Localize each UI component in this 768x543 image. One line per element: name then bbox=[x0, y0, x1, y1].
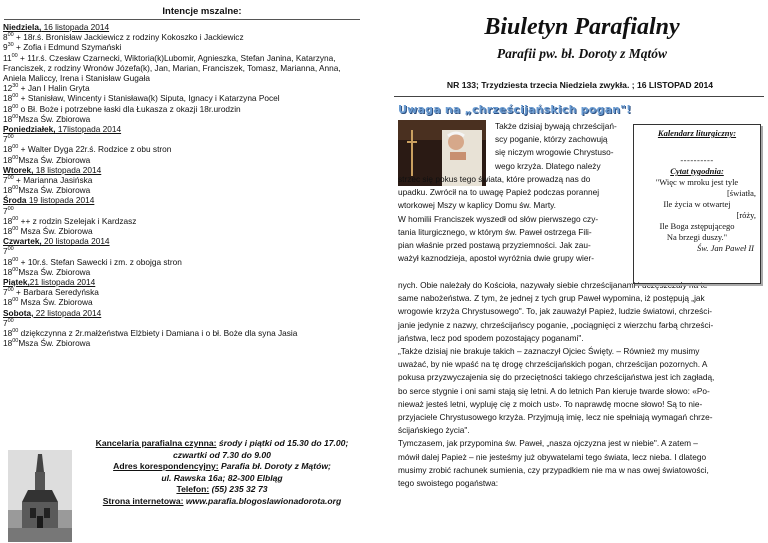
intention-hour: 18 bbox=[3, 338, 13, 349]
intention-item bbox=[3, 318, 362, 328]
article-line: scy poganie, którzy zachowują bbox=[495, 134, 608, 145]
intention-text: Msza Św. Zbiorowa bbox=[18, 266, 91, 277]
website-label: Strona internetowa: bbox=[102, 495, 184, 506]
phone-label: Telefon: bbox=[176, 484, 210, 495]
intention-item bbox=[3, 206, 362, 216]
article-line: pian właśnie przed postawą przyziemności. Jak zau- bbox=[398, 240, 591, 251]
quote-line: "Więc w mroku jest tyle bbox=[655, 177, 739, 187]
intention-hour: 7 bbox=[3, 317, 8, 328]
article-line: się niczym wrogowie Chrystuso- bbox=[495, 147, 614, 158]
day-name: Środa bbox=[3, 195, 27, 206]
intention-minutes: 00 bbox=[12, 154, 19, 161]
intention-hour: 8 bbox=[3, 32, 8, 43]
website-link[interactable]: www.parafia.blogoslawionadorota.org bbox=[183, 495, 342, 506]
intention-minutes: 30 bbox=[7, 42, 14, 49]
article-headline: Uwaga na „chrześcijańskich pogan"! bbox=[398, 103, 632, 116]
intention-text: Msza Św. Zbiorowa bbox=[18, 154, 91, 165]
article-line: tego swoistego pogaństwa: bbox=[398, 478, 499, 489]
intention-text: + Zofia i Edmund Szymański bbox=[13, 42, 122, 53]
intention-hour: 7 bbox=[3, 175, 8, 186]
church-illustration bbox=[8, 450, 72, 542]
intention-minutes: 00 bbox=[12, 144, 19, 151]
intention-hour: 7 bbox=[3, 134, 8, 145]
office-hours-thursday: czwartki od 7.30 do 9.00 bbox=[173, 449, 271, 460]
article-line: strzec się pokus tego świata, które prowadzą nas do bbox=[398, 174, 591, 184]
bulletin-right-column bbox=[392, 6, 764, 536]
intention-hour: 18 bbox=[3, 266, 13, 277]
day-heading bbox=[3, 277, 362, 287]
article-middle bbox=[398, 173, 632, 265]
article-line: bo serce stygnie i oni sami stają się letni. A do letnich Pan kieruje twarde słowo: «Po- bbox=[398, 385, 710, 396]
quote-text bbox=[638, 177, 756, 243]
intention-item bbox=[3, 328, 362, 338]
quote-author: Św. Jan Paweł II bbox=[697, 243, 754, 253]
intention-hour: 18 bbox=[3, 103, 13, 114]
intention-minutes: 00 bbox=[7, 134, 14, 141]
intention-text: Msza Św. Zbiorowa bbox=[18, 185, 91, 196]
quote-line: [światła, bbox=[726, 188, 756, 198]
day-date: 16 listopada 2014 bbox=[41, 22, 110, 32]
day-date: 18 listopada 2014 bbox=[33, 164, 102, 175]
address-name: Parafia bł. Doroty z Mątów; bbox=[218, 461, 331, 472]
intention-hour: 18 bbox=[3, 154, 13, 165]
intention-minutes: 00 bbox=[12, 185, 19, 192]
intention-hour: 11 bbox=[3, 52, 12, 63]
intention-item bbox=[3, 246, 362, 256]
intention-minutes: 00 bbox=[11, 52, 18, 59]
intention-text: + Barbara Seredyńska bbox=[13, 287, 99, 298]
day-heading bbox=[3, 165, 362, 175]
intention-text: o Bł. Boże i potrzebne łaski dla Łukasza z okazji 18r.urodzin bbox=[18, 103, 241, 114]
article-line: wtorkowej Mszy w kaplicy Domu św. Marty. bbox=[398, 200, 556, 211]
intention-minutes: 00 bbox=[7, 287, 14, 294]
intention-text: + Marianna Jasińska bbox=[13, 175, 93, 186]
intention-minutes: 00 bbox=[12, 338, 19, 345]
intention-item bbox=[3, 257, 362, 267]
intention-item bbox=[3, 144, 362, 154]
day-name: Sobota, bbox=[3, 307, 34, 318]
office-hours-label: Kancelaria parafialna czynna: bbox=[95, 438, 217, 448]
intention-minutes: 00 bbox=[12, 297, 19, 304]
bulletin-subtitle: Parafii pw. bł. Doroty z Mątów bbox=[496, 46, 668, 61]
article-line: nieważ jesteś letni, wypluję cię z moich ust». To naprawdę mocne słowo! Są to nie- bbox=[398, 398, 703, 409]
phone-number: (55) 235 32 73 bbox=[209, 484, 268, 495]
intention-text: dziękczynna z 2r.małżeństwa Elżbiety i Damiana i o bł. Boże dla syna Jasia bbox=[18, 328, 298, 339]
intention-item bbox=[3, 287, 362, 297]
intention-item bbox=[3, 216, 362, 226]
intention-minutes: 00 bbox=[7, 318, 14, 325]
article-line: mówił dalej Papież – nie jesteśmy już obywatelami tego świata, lecz nieba. I dlatego bbox=[398, 451, 707, 462]
intention-text: ++ z rodzin Szelejak i Kardzasz bbox=[18, 215, 137, 226]
article-intro bbox=[495, 120, 631, 173]
article-line: Także dzisiaj bywają chrześcijań- bbox=[495, 121, 617, 131]
intention-minutes: 00 bbox=[12, 216, 19, 223]
intention-hour: 18 bbox=[3, 93, 13, 104]
intention-item bbox=[3, 155, 362, 165]
article-line: ścijańskiego życia". bbox=[398, 425, 470, 436]
intention-text: Msza Św. Zbiorowa bbox=[18, 226, 93, 237]
intention-hour: 18 bbox=[3, 215, 13, 226]
day-heading bbox=[3, 22, 362, 32]
article-body bbox=[398, 279, 762, 490]
intention-item bbox=[3, 338, 362, 348]
intention-hour: 18 bbox=[3, 226, 13, 237]
article-line: uważać, by nie wpaść na tę drogę chrześcijańskich pogan, chrześcijan pozornych. A bbox=[398, 359, 708, 370]
intention-text: Msza Św. Zbiorowa bbox=[18, 297, 93, 308]
intention-minutes: 00 bbox=[12, 267, 19, 274]
calendar-separator: ---------- bbox=[680, 155, 714, 165]
day-name: Czwartek, bbox=[3, 236, 42, 247]
intention-item bbox=[3, 297, 362, 307]
intention-item bbox=[3, 42, 362, 52]
intention-item bbox=[3, 32, 362, 42]
day-name: Poniedziałek, bbox=[3, 124, 56, 135]
day-date: 19 listopada 2014 bbox=[26, 195, 95, 206]
day-name: Wtorek, bbox=[3, 164, 34, 175]
intention-text: + 10r.ś. Stefan Sawecki i zm. z obojga stron bbox=[18, 256, 182, 267]
intention-hour: 18 bbox=[3, 144, 13, 155]
parish-office-info bbox=[82, 438, 362, 508]
article-line: nych. Obie należały do Kościoła, nazywały siebie chrześcijanami i uczęszczały na te bbox=[398, 280, 708, 290]
intention-hour: 18 bbox=[3, 185, 13, 196]
article-line: janie jedynie z nazwy, chrześcijańscy poganie, „pociągnięci z wierzchu farbą chrześci- bbox=[398, 319, 714, 330]
intention-hour: 7 bbox=[3, 287, 8, 298]
intention-text: + 18r.ś. Bronisław Jackiewicz z rodziny Kokoszko i Jackiewicz bbox=[13, 32, 244, 43]
article-line: tania liturgicznego, w którym św. Paweł ostrzega Fili- bbox=[398, 226, 592, 237]
intention-hour: 18 bbox=[3, 328, 13, 339]
intention-minutes: 00 bbox=[7, 246, 14, 253]
intentions-title: Intencje mszalne: bbox=[162, 6, 242, 17]
article-line: „Także dzisiaj nie brakuje takich – zaznaczył Ojciec Święty. – Również my musimy bbox=[398, 346, 700, 357]
intention-minutes: 00 bbox=[7, 32, 14, 39]
day-date: 17listopada 2014 bbox=[55, 124, 122, 135]
intention-item bbox=[3, 83, 362, 93]
intention-minutes: 00 bbox=[7, 205, 14, 212]
liturgical-calendar-box bbox=[633, 124, 761, 284]
day-name: Niedziela, bbox=[3, 22, 42, 32]
intention-hour: 9 bbox=[3, 42, 8, 53]
intention-item bbox=[3, 226, 362, 236]
day-date: 22 listopada 2014 bbox=[33, 307, 102, 318]
intention-item bbox=[3, 114, 362, 124]
issue-info: NR 133; Trzydziesta trzecia Niedziela zwykła. ; 16 LISTOPAD 2014 bbox=[446, 80, 714, 90]
intention-item bbox=[3, 185, 362, 195]
intention-text: + 11r.ś. Czesław Czarnecki, Wiktoria(k)Lubomir, Agnieszka, Stefan Janina, Katarzyna, Franciszek, z rodziny Wronów Józefa(k), Jan, Marian, Franciszek, Tomasz, Marianna, Anna, Aniela Maliccy, Irena i Stanisław Gugała bbox=[3, 52, 341, 84]
day-name: Piątek, bbox=[3, 277, 30, 288]
masthead-divider bbox=[394, 96, 764, 97]
intention-hour: 18 bbox=[3, 113, 13, 124]
intention-minutes: 00 bbox=[12, 93, 19, 100]
article-line: same nabożeństwa. Z tym, że jednej z tych grup Paweł wypomina, iż postępują „jak bbox=[398, 293, 705, 304]
article-line: Tymczasem, jak przypomina św. Paweł, „nasza ojczyzna jest w niebie". A zatem – bbox=[398, 438, 698, 449]
quote-line: Ile Boga zstępującego bbox=[659, 221, 735, 231]
article-line: ważył kaznodzieja, apostoł wyróżnia dwie grupy wier- bbox=[398, 253, 594, 264]
address-street: ul. Rawska 16a; 82-300 Elbląg bbox=[161, 472, 283, 483]
intention-minutes: 00 bbox=[7, 175, 14, 182]
intention-hour: 18 bbox=[3, 297, 13, 308]
intention-hour: 12 bbox=[3, 83, 13, 94]
address-label: Adres korespondencyjny: bbox=[113, 461, 219, 472]
bulletin-title: Biuletyn Parafialny bbox=[484, 14, 680, 40]
quote-title: Cytat tygodnia: bbox=[670, 166, 724, 176]
day-date: 20 listopada 2014 bbox=[41, 236, 110, 247]
mass-intentions-column bbox=[2, 6, 362, 536]
article-line: pokusa przyzwyczajenia się do przeciętności takiego chrześcijaństwa jest ich zagładą, bbox=[398, 372, 715, 383]
intention-minutes: 00 bbox=[12, 256, 19, 263]
intention-item bbox=[3, 267, 362, 277]
day-date: 21 listopada 2014 bbox=[29, 277, 96, 288]
quote-line: [róży, bbox=[736, 210, 756, 220]
day-heading bbox=[3, 308, 362, 318]
article-line: musimy zrobić rachunek sumienia, czy przypadkiem nie ma w nas owej światowości, bbox=[398, 464, 709, 475]
intention-item bbox=[3, 93, 362, 103]
intention-item bbox=[3, 53, 362, 84]
quote-line: Na brzegi duszy." bbox=[666, 232, 728, 242]
article-line: wrogowie krzyża Chrystusowego". To, jak zauważył Papież, ludzie światowi, chrześci- bbox=[398, 306, 713, 317]
day-heading bbox=[3, 124, 362, 134]
quote-line: Ile życia w otwartej bbox=[663, 199, 731, 209]
intention-item bbox=[3, 104, 362, 114]
intention-hour: 18 bbox=[3, 256, 13, 267]
intention-minutes: 00 bbox=[12, 328, 19, 335]
article-line: W homilii Franciszek wyszedł od słów pierwszego czy- bbox=[398, 213, 599, 224]
intention-minutes: 30 bbox=[12, 83, 19, 90]
article-line: jaństwa, lecz pod spodem pozostający poganami". bbox=[398, 332, 584, 343]
calendar-title: Kalendarz liturgiczny: bbox=[657, 128, 737, 138]
intention-text: Msza Św. Zbiorowa bbox=[18, 113, 91, 124]
intention-item bbox=[3, 134, 362, 144]
intentions-divider bbox=[4, 19, 360, 20]
article-line: upadku. Zwrócił na to uwagę Papież podczas porannej bbox=[398, 187, 600, 198]
intention-item bbox=[3, 175, 362, 185]
day-heading bbox=[3, 236, 362, 246]
intention-text: Msza Św. Zbiorowa bbox=[18, 338, 91, 349]
intentions-list bbox=[2, 22, 362, 349]
article-line: wego krzyża. Dlatego należy bbox=[495, 160, 601, 171]
intention-text: + Jan I Halin Gryta bbox=[18, 83, 90, 94]
intention-hour: 7 bbox=[3, 246, 8, 257]
intention-minutes: 00 bbox=[12, 103, 19, 110]
intention-text: + Walter Dyga 22r.ś. Rodzice z obu stron bbox=[18, 144, 172, 155]
intention-hour: 7 bbox=[3, 205, 8, 216]
intention-minutes: 00 bbox=[12, 114, 19, 121]
intention-text: + Stanisław, Wincenty i Stanisława(k) Siputa, Ignacy i Katarzyna Pocel bbox=[18, 93, 280, 104]
day-heading bbox=[3, 195, 362, 205]
article-line: przyjaciele Chrystusowego krzyża. Przyjmują imię, lecz nie spełniają wymagań chrze- bbox=[398, 412, 713, 423]
office-hours-text: środy i piątki od 15.30 do 17.00; bbox=[216, 438, 349, 448]
intention-minutes: 00 bbox=[12, 226, 19, 233]
